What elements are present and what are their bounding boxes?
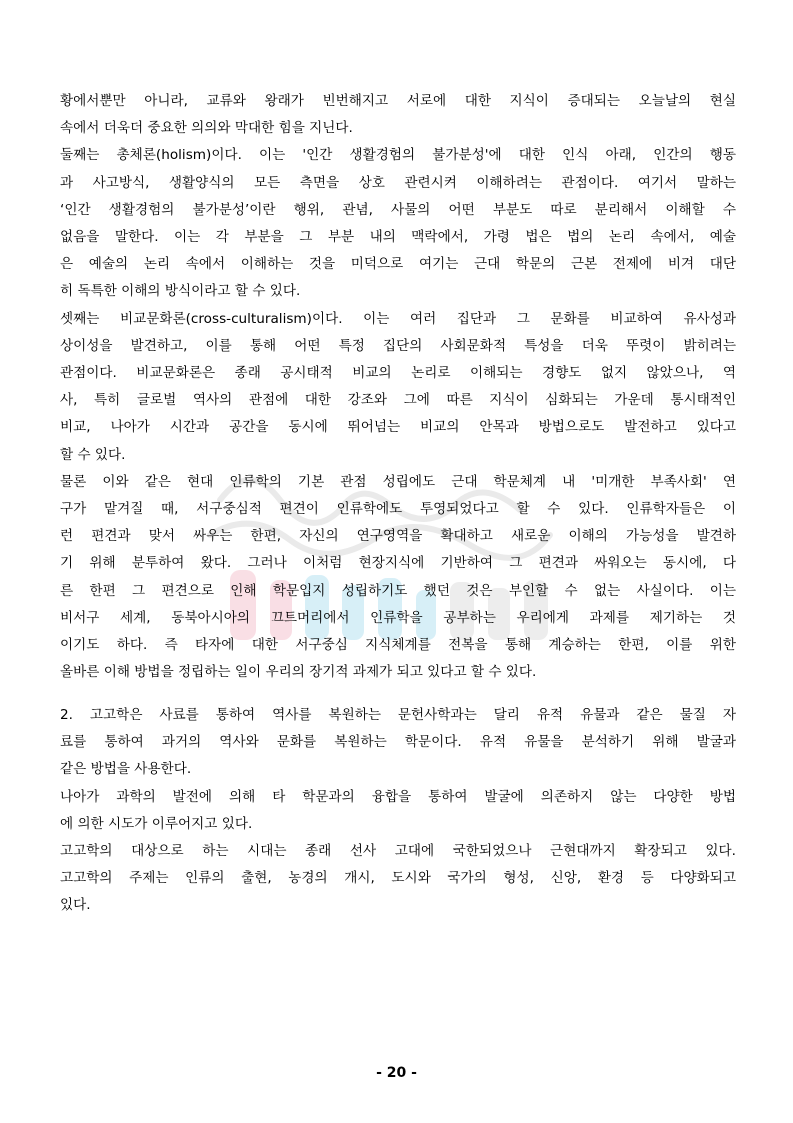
text-line: 비교, 나아가 시간과 공간을 동시에 뛰어넘는 비교의 안목과 방법으로도 발전하고 있다고 <box>60 419 736 436</box>
text-line: ‘인간 생활경험의 불가분성’이란 행위, 관념, 사물의 어떤 부분도 따로 분리해서 이해할 수 <box>60 201 736 218</box>
text-line: 과 사고방식, 생활양식의 모든 측면을 상호 관련시켜 이해하려는 관점이다. 여기서 말하는 <box>60 174 736 191</box>
text-line: 없음을 말한다. 이는 각 부분을 그 부분 내의 맥락에서, 가령 법은 법의 논리 속에서, 예술 <box>60 229 736 246</box>
paragraph <box>60 306 736 469</box>
text-line: 고고학의 주제는 인류의 출현, 농경의 개시, 도시와 국가의 형성, 신앙, 환경 등 다양화되고 <box>60 870 736 887</box>
text-line: 기 위해 분투하여 왔다. 그러나 이처럼 현장지식에 기반하여 그 편견과 싸워오는 동시에, 다 <box>60 555 736 572</box>
text-line: 같은 방법을 사용한다. <box>60 761 192 778</box>
text-line: 이기도 하다. 즉 타자에 대한 서구중심 지식체계를 전복을 통해 계승하는 한편, 이를 위한 <box>60 637 736 654</box>
text-line: 관점이다. 비교문화론은 종래 공시태적 비교의 논리로 이해되는 경향도 없지 않았으나, 역 <box>60 365 736 382</box>
paragraph <box>60 142 736 305</box>
text-line: 할 수 있다. <box>60 446 126 463</box>
text-line: 고고학의 대상으로 하는 시대는 종래 선사 고대에 국한되었으나 근현대까지 확장되고 있다. <box>60 843 736 860</box>
text-line: 물론 이와 같은 현대 인류학의 기본 관점 성립에도 근대 학문체계 내 '미개한 부족사회' 연 <box>60 473 736 490</box>
text-line: 히 독특한 이해의 방식이라고 할 수 있다. <box>60 283 301 300</box>
text-line: 구가 맡겨질 때, 서구중심적 편견이 인류학에도 투영되었다고 할 수 있다. 인류학자들은 이 <box>60 501 736 518</box>
text-line: 속에서 더욱더 중요한 의의와 막대한 힘을 지닌다. <box>60 120 353 137</box>
text-line: 에 의한 시도가 이루어지고 있다. <box>60 815 253 832</box>
text-line: 런 편견과 맞서 싸우는 한편, 자신의 연구영역을 확대하고 새로운 이해의 가능성을 발견하 <box>60 528 736 545</box>
text-line: 있다. <box>60 897 91 914</box>
text-line: 비서구 세계, 동북아시아의 끄트머리에서 인류학을 공부하는 우리에게 과제를 제기하는 것 <box>60 609 736 626</box>
text-line: 른 한편 그 편견으로 인해 학문입지 성립하기도 했던 것은 부인할 수 없는 사실이다. 이는 <box>60 582 736 599</box>
text-line: 료를 통하여 과거의 역사와 문화를 복원하는 학문이다. 유적 유물을 분석하기 위해 발굴과 <box>60 734 736 751</box>
text-line: 은 예술의 논리 속에서 이해하는 것을 미덕으로 여기는 근대 학문의 근본 전제에 비겨 대단 <box>60 256 736 273</box>
page-number: - 20 - <box>376 1065 417 1081</box>
text-line: 상이성을 발견하고, 이를 통해 어떤 특정 집단의 사회문화적 특성을 더욱 뚜렷이 밝히려는 <box>60 337 736 354</box>
paragraph <box>60 88 736 142</box>
text-line: 둘째는 총체론(holism)이다. 이는 '인간 생활경험의 불가분성'에 대한 인식 아래, 인간의 행동 <box>60 147 736 164</box>
text-section-anthropology <box>60 88 736 686</box>
text-section-archaeology <box>60 702 736 920</box>
paragraph <box>60 702 736 784</box>
paragraph <box>60 784 736 838</box>
paragraph <box>60 469 736 687</box>
text-line: 황에서뿐만 아니라, 교류와 왕래가 빈번해지고 서로에 대한 지식이 증대되는 오늘날의 현실 <box>60 93 736 109</box>
text-line: 셋째는 비교문화론(cross-culturalism)이다. 이는 여러 집단과 그 문화를 비교하여 유사성과 <box>60 310 736 327</box>
text-line: 올바른 이해 방법을 정립하는 일이 우리의 장기적 과제가 되고 있다고 할 수 있다. <box>60 664 537 681</box>
text-line: 사, 특히 글로벌 역사의 관점에 대한 강조와 그에 따른 지식이 심화되는 가운데 통시태적인 <box>60 392 736 409</box>
text-line: 나아가 과학의 발전에 의해 타 학문과의 융합을 통하여 발굴에 의존하지 않는 다양한 방법 <box>60 788 736 805</box>
paragraph <box>60 838 736 920</box>
text-line: 2. 고고학은 사료를 통하여 역사를 복원하는 문헌사학과는 달리 유적 유물과 같은 물질 자 <box>60 707 736 723</box>
